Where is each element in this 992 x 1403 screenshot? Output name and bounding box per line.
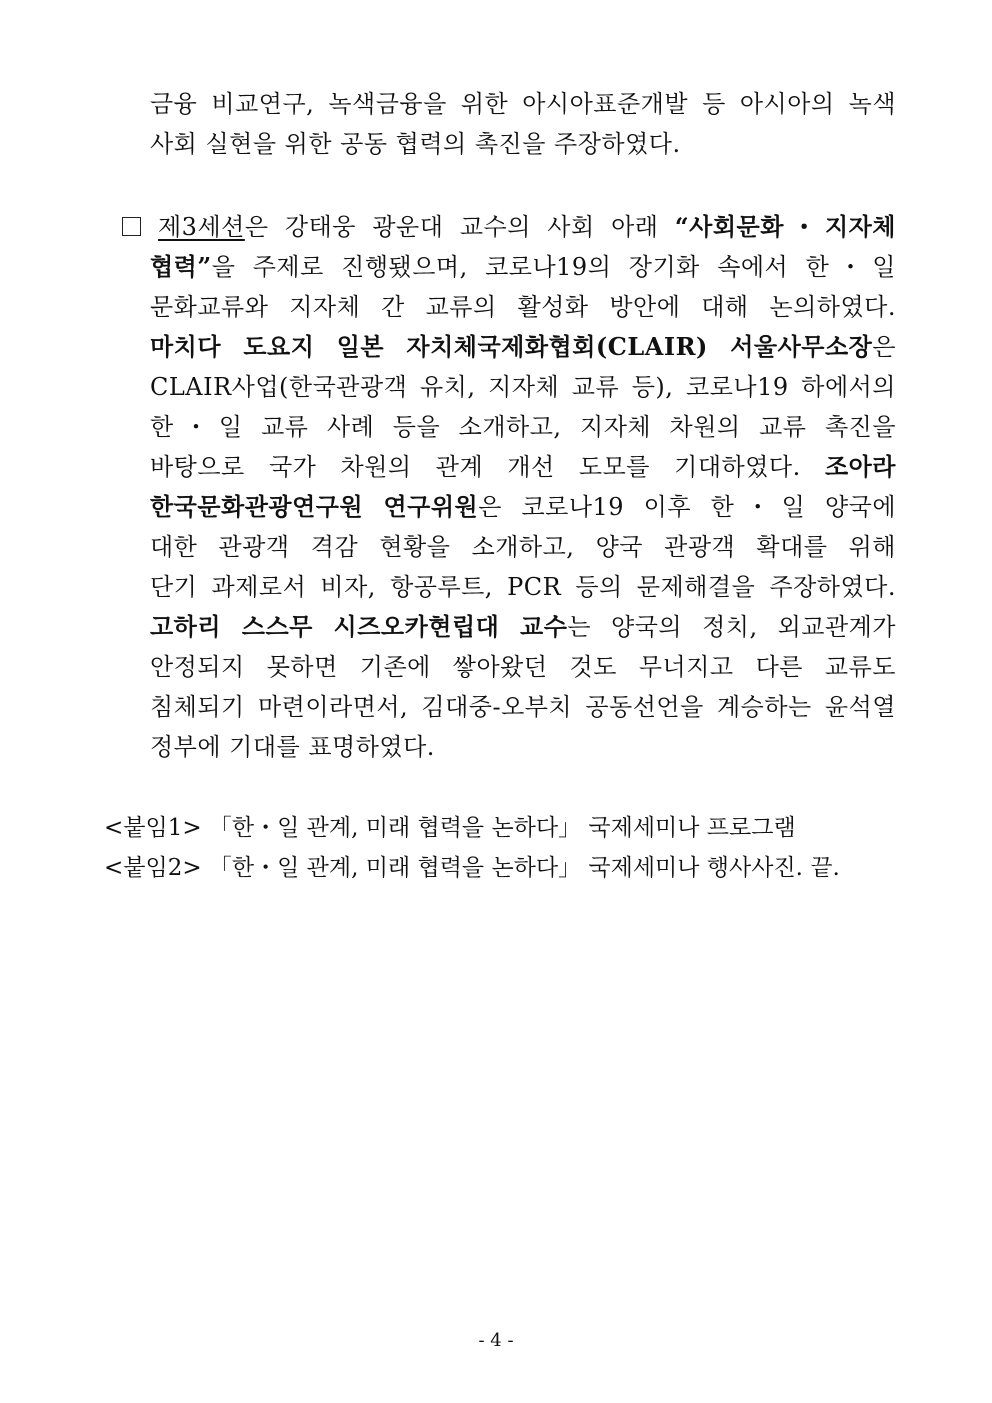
paragraph-line: 고하리 스스무 시즈오카현립대 교수는 양국의 정치, 외교관계가 [150, 612, 896, 641]
page-number: - 4 - [478, 1330, 514, 1351]
speaker-name: 고하리 스스무 시즈오카현립대 교수 [150, 612, 568, 641]
paragraph-line: 문화교류와 지자체 간 교류의 활성화 방안에 대해 논의하였다. [150, 293, 896, 321]
speaker-name: 조아라 [824, 452, 896, 481]
paragraph-line: 한・일 교류 사례 등을 소개하고, 지자체 차원의 교류 촉진을 [150, 413, 896, 441]
paragraph-line: 마치다 도요지 일본 자치체국제화협회(CLAIR) 서울사무소장은 [150, 332, 896, 361]
paragraph-line: 정부에 기대를 표명하였다. [150, 733, 435, 761]
session-topic: “사회문화・지자체 [674, 212, 896, 241]
session-label: 제3세션 [158, 213, 245, 241]
paragraph-line: 제3세션은 강태웅 광운대 교수의 사회 아래 “사회문화・지자체 [158, 212, 896, 241]
paragraph-line: 바탕으로 국가 차원의 관계 개선 도모를 기대하였다. 조아라 [150, 452, 896, 481]
paragraph-line: 안정되지 못하면 기존에 쌓아왔던 것도 무너지고 다른 교류도 [150, 653, 896, 681]
session-topic: 협력” [150, 252, 212, 281]
attachment-1: <붙임1> 「한・일 관계, 미래 협력을 논하다」 국제세미나 프로그램 [104, 815, 796, 841]
paragraph-line: 대한 관광객 격감 현황을 소개하고, 양국 관광객 확대를 위해 [150, 533, 896, 561]
paragraph-line: 침체되기 마련이라면서, 김대중-오부치 공동선언을 계승하는 윤석열 [150, 693, 896, 721]
paragraph-line: 협력”을 주제로 진행됐으며, 코로나19의 장기화 속에서 한・일 [150, 252, 896, 281]
paragraph-line: 금융 비교연구, 녹색금융을 위한 아시아표준개발 등 아시아의 녹색 [150, 90, 896, 118]
paragraph-line: 한국문화관광연구원 연구위원은 코로나19 이후 한・일 양국에 [150, 492, 896, 521]
speaker-name: 마치다 도요지 일본 자치체국제화협회(CLAIR) 서울사무소장 [150, 332, 873, 361]
paragraph-line: 단기 과제로서 비자, 항공루트, PCR 등의 문제해결을 주장하였다. [150, 573, 896, 601]
speaker-name: 한국문화관광연구원 연구위원 [150, 492, 479, 521]
attachment-2: <붙임2> 「한・일 관계, 미래 협력을 논하다」 국제세미나 행사사진. 끝. [104, 855, 840, 881]
checkbox-bullet-icon [122, 217, 141, 236]
paragraph-line: CLAIR사업(한국관광객 유치, 지자체 교류 등), 코로나19 하에서의 [150, 373, 896, 401]
paragraph-line: 사회 실현을 위한 공동 협력의 촉진을 주장하였다. [150, 130, 681, 158]
